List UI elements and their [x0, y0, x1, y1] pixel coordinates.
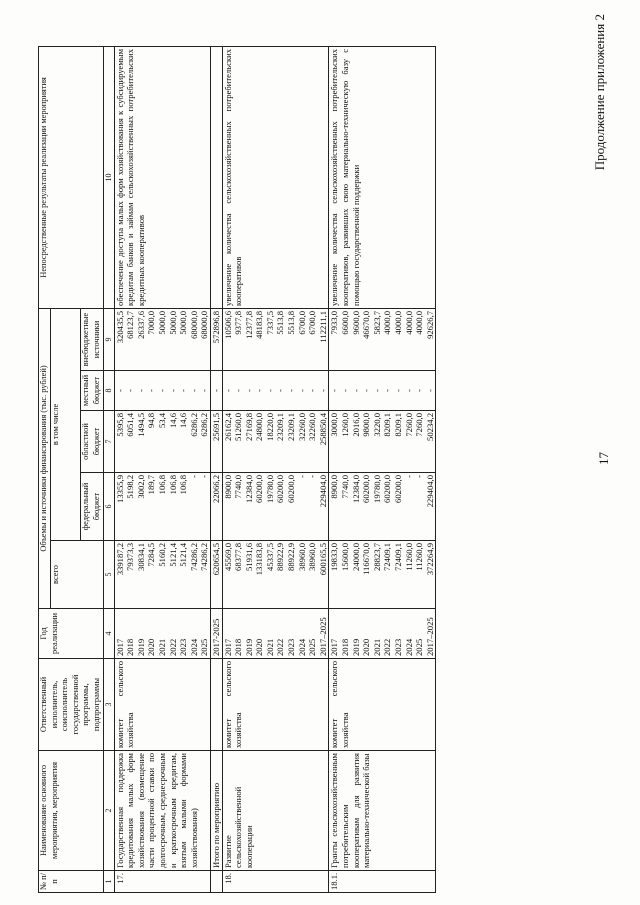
header-no: № п/п	[39, 871, 104, 893]
row-number: 18.	[222, 871, 329, 893]
row-years: 2017 2018 2019 2020 2021 2022 2023 2024 2025 2017–2025	[329, 609, 436, 659]
row-total: 339187,2 79373,3 30834,1 7284,5 5160,2 5121,4 5121,4 74286,2 74286,2	[114, 541, 210, 609]
row-executor: комитет сельского хозяйства	[222, 659, 329, 751]
colnum: 5	[103, 541, 114, 609]
table-row	[329, 46, 436, 892]
colnum: 6	[103, 473, 114, 541]
row-years: 2017 2018 2019 2020 2021 2022 2023 2024 2025	[114, 609, 210, 659]
table-row-total	[210, 46, 222, 892]
row-result: увеличение количества сельскохозяйственных потребительских кооперативов, развивших свою материально-техническую базу с помощью государственной поддержки	[329, 46, 436, 308]
row-total: 19833,0 15600,0 24000,0 116670,0 28823,7 72409,1 72409,1 11260,0 11260,0 372264,9	[329, 541, 436, 609]
page-number: 17	[596, 452, 611, 465]
row-regional: 26162,4 51260,0 27169,8 24800,0 18220,0 23209,1 23209,1 32260,0 32260,0 258850,4	[222, 411, 329, 473]
row-local: - - - - - - - - -	[114, 371, 210, 411]
row-name: Развитие сельскохозяйственной кооперации	[222, 751, 329, 871]
header-result: Непосредственные результаты реализации мероприятия	[39, 46, 104, 308]
header-incl: в том числе	[50, 308, 81, 540]
row-federal: 22066,2	[210, 473, 222, 541]
continuation-title: Продолжение приложения 2	[592, 14, 607, 171]
colnum: 4	[103, 609, 114, 659]
row-number: 18.1.	[329, 871, 436, 893]
header-year: Год реализации	[39, 609, 104, 659]
row-regional: 5395,8 6051,4 1494,5 94,8 53,4 14,6 14,6 6286,2 6286,2	[114, 411, 210, 473]
row-executor: комитет сельского хозяйства	[329, 659, 436, 751]
row-name: Гранты сельскохозяйственным потребительским кооперативам для развития материально-технической базы	[329, 751, 436, 871]
row-total: 620654,5	[210, 541, 222, 609]
row-local: - - - - - - - - - -	[329, 371, 436, 411]
header-extrabudget: внебюджетные источники	[81, 308, 103, 370]
row-federal: 13355,9 5198,2 3002,0 189,7 106,8 106,8 106,8 - -	[114, 473, 210, 541]
colnum: 1	[103, 871, 114, 893]
colnum: 10	[103, 46, 114, 308]
row-extrabudget: 10506,6 9377,8 12377,8 48183,8 7337,5 5513,8 5513,8 6700,0 6700,0 112211,1	[222, 308, 329, 370]
row-executor: комитет сельского хозяйства	[114, 659, 210, 751]
row-local: - - - - - - - - - -	[222, 371, 329, 411]
row-total: 45569,0 68377,8 51931,6 133183,8 45337,5 88922,9 88922,9 38960,0 38960,0 600165,5	[222, 541, 329, 609]
header-federal: федеральный бюджет	[81, 473, 103, 541]
row-result: обеспечение доступа малых форм хозяйствования к субсидируемым кредитам банков и займам сельскохозяйственных потребительских кредитных кооперативов	[114, 46, 210, 308]
row-federal: 8900,0 7740,0 12384,0 60200,0 19780,0 60200,0 60200,0 - - 229404,0	[222, 473, 329, 541]
header-regional: областной бюджет	[81, 411, 103, 473]
header-local: местный бюджет	[81, 371, 103, 411]
colnum: 8	[103, 371, 114, 411]
row-year: 2017-2025	[210, 609, 222, 659]
row-local: -	[210, 371, 222, 411]
row-extrabudget: 572896,8	[210, 308, 222, 370]
row-extrabudget: 320435,5 68123,7 26337,6 7000,0 5000,0 5000,0 5000,0 68000,0 68000,0	[114, 308, 210, 370]
row-extrabudget: 7933,0 6600,0 9600,0 46670,0 5823,7 4000,0 4000,0 4000,0 4000,0 92626,7	[329, 308, 436, 370]
header-name: Наименование основного мероприятия, мероприятия	[39, 751, 104, 871]
table-row	[114, 46, 210, 892]
row-number: 17.	[114, 871, 210, 893]
colnum: 7	[103, 411, 114, 473]
row-regional: 25691,5	[210, 411, 222, 473]
row-name: Итого по мероприятию	[210, 751, 222, 871]
header-funding: Объемы и источники финансирования (тыс. рублей)	[39, 308, 51, 608]
colnum: 9	[103, 308, 114, 370]
row-years: 2017 2018 2019 2020 2021 2022 2023 2024 2025 2017–2025	[222, 609, 329, 659]
row-regional: 3000,0 1260,0 2016,0 9800,0 3220,0 8209,1 8209,1 7260,0 7260,0 50234,2	[329, 411, 436, 473]
funding-table	[38, 46, 436, 893]
row-result: увеличение количества сельскохозяйственных потребительских кооперативов	[222, 46, 329, 308]
colnum: 2	[103, 751, 114, 871]
table-row	[222, 46, 329, 892]
colnum: 3	[103, 659, 114, 751]
header-total: всего	[50, 541, 103, 609]
header-executor: Ответственный исполнитель, соисполнитель государственной программы, подпрограммы	[39, 659, 104, 751]
row-name: Государственная поддержка кредитования малых форм хозяйствования (возмещение части процентной ставки по долгосрочным, среднесрочным и краткосрочным кредитам, взятым малыми формами хозяйствования)	[114, 751, 210, 871]
row-federal: 8900,0 7740,0 12384,0 60200,0 19780,0 60200,0 60200,0 - - 229404,0	[329, 473, 436, 541]
